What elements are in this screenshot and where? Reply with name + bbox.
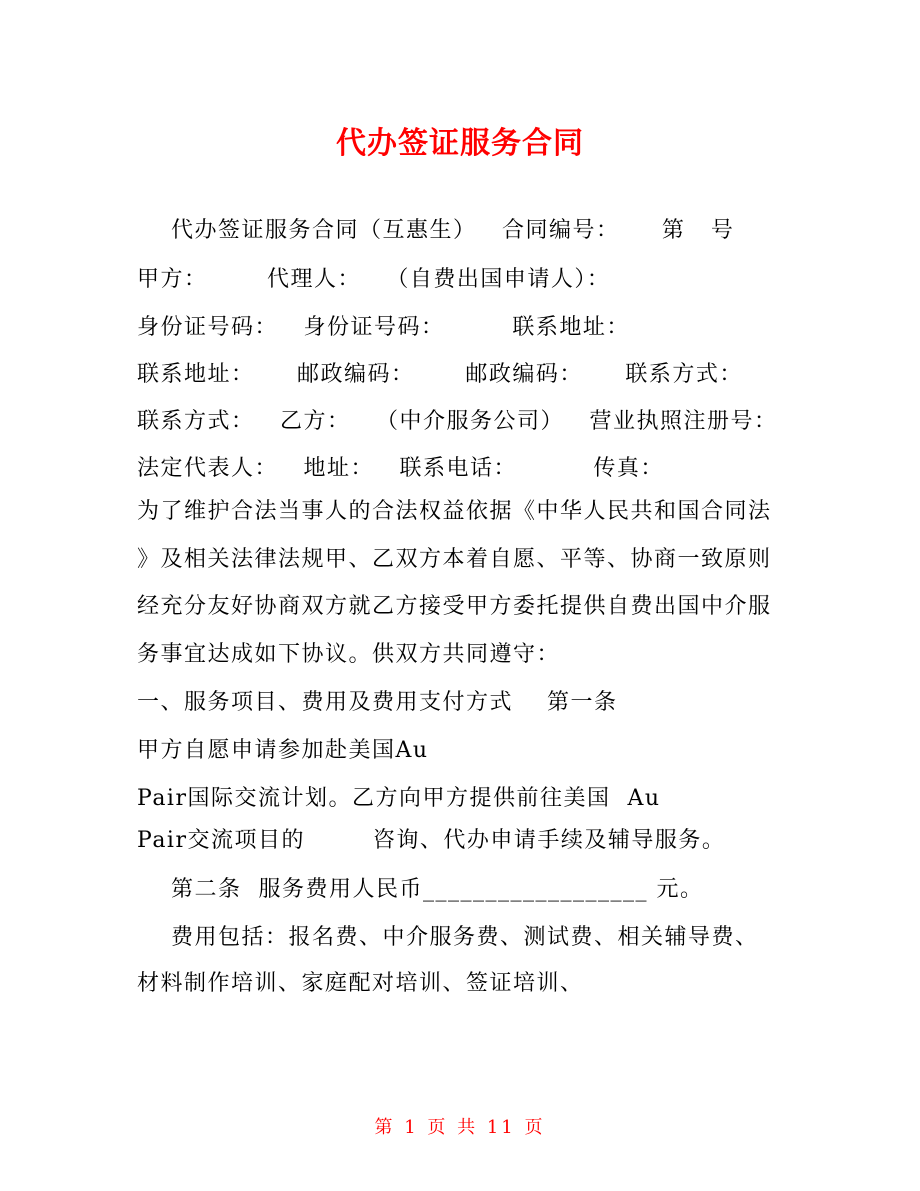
body-line: 甲方： 代理人： （自费出国申请人）： — [137, 267, 611, 292]
body-line: 》及相关法律法规甲、乙双方本着自愿、平等、协商一致原则 — [137, 547, 772, 572]
page-number: 第 1 页 共 11 页 — [374, 1117, 546, 1138]
section-heading: 一、服务项目、费用及费用支付方式 第一条 — [137, 690, 618, 715]
body-line: 联系方式： 乙方： （中介服务公司） 营业执照注册号： — [137, 409, 778, 434]
body-line: 材料制作培训、家庭配对培训、签证培训、 — [137, 971, 584, 996]
body-line: 经充分友好协商双方就乙方接受甲方委托提供自费出国中介服 — [137, 594, 772, 619]
body-line: Pair国际交流计划。乙方向甲方提供前往美国 Au — [137, 786, 661, 811]
body-line: Pair交流项目的 咨询、代办申请手续及辅导服务。 — [137, 828, 726, 853]
body-line: 甲方自愿申请参加赴美国Au — [137, 738, 429, 763]
body-line: 法定代表人： 地址： 联系电话： 传真： — [137, 456, 664, 481]
body-line: 联系地址： 邮政编码： 邮政编码： 联系方式： — [137, 362, 743, 387]
body-line: 第二条 服务费用人民币__________________ 元。 — [137, 877, 704, 902]
body-line: 身份证号码： 身份证号码： 联系地址： — [137, 315, 630, 340]
body-line: 为了维护合法当事人的合法权益依据《中华人民共和国合同法 — [137, 499, 772, 524]
body-line: 代办签证服务合同（互惠生） 合同编号： 第 号 — [137, 218, 735, 243]
document-title: 代办签证服务合同 — [336, 126, 584, 161]
body-line: 务事宜达成如下协议。供双方共同遵守： — [137, 642, 561, 667]
body-line: 费用包括：报名费、中介服务费、测试费、相关辅导费、 — [137, 925, 759, 950]
